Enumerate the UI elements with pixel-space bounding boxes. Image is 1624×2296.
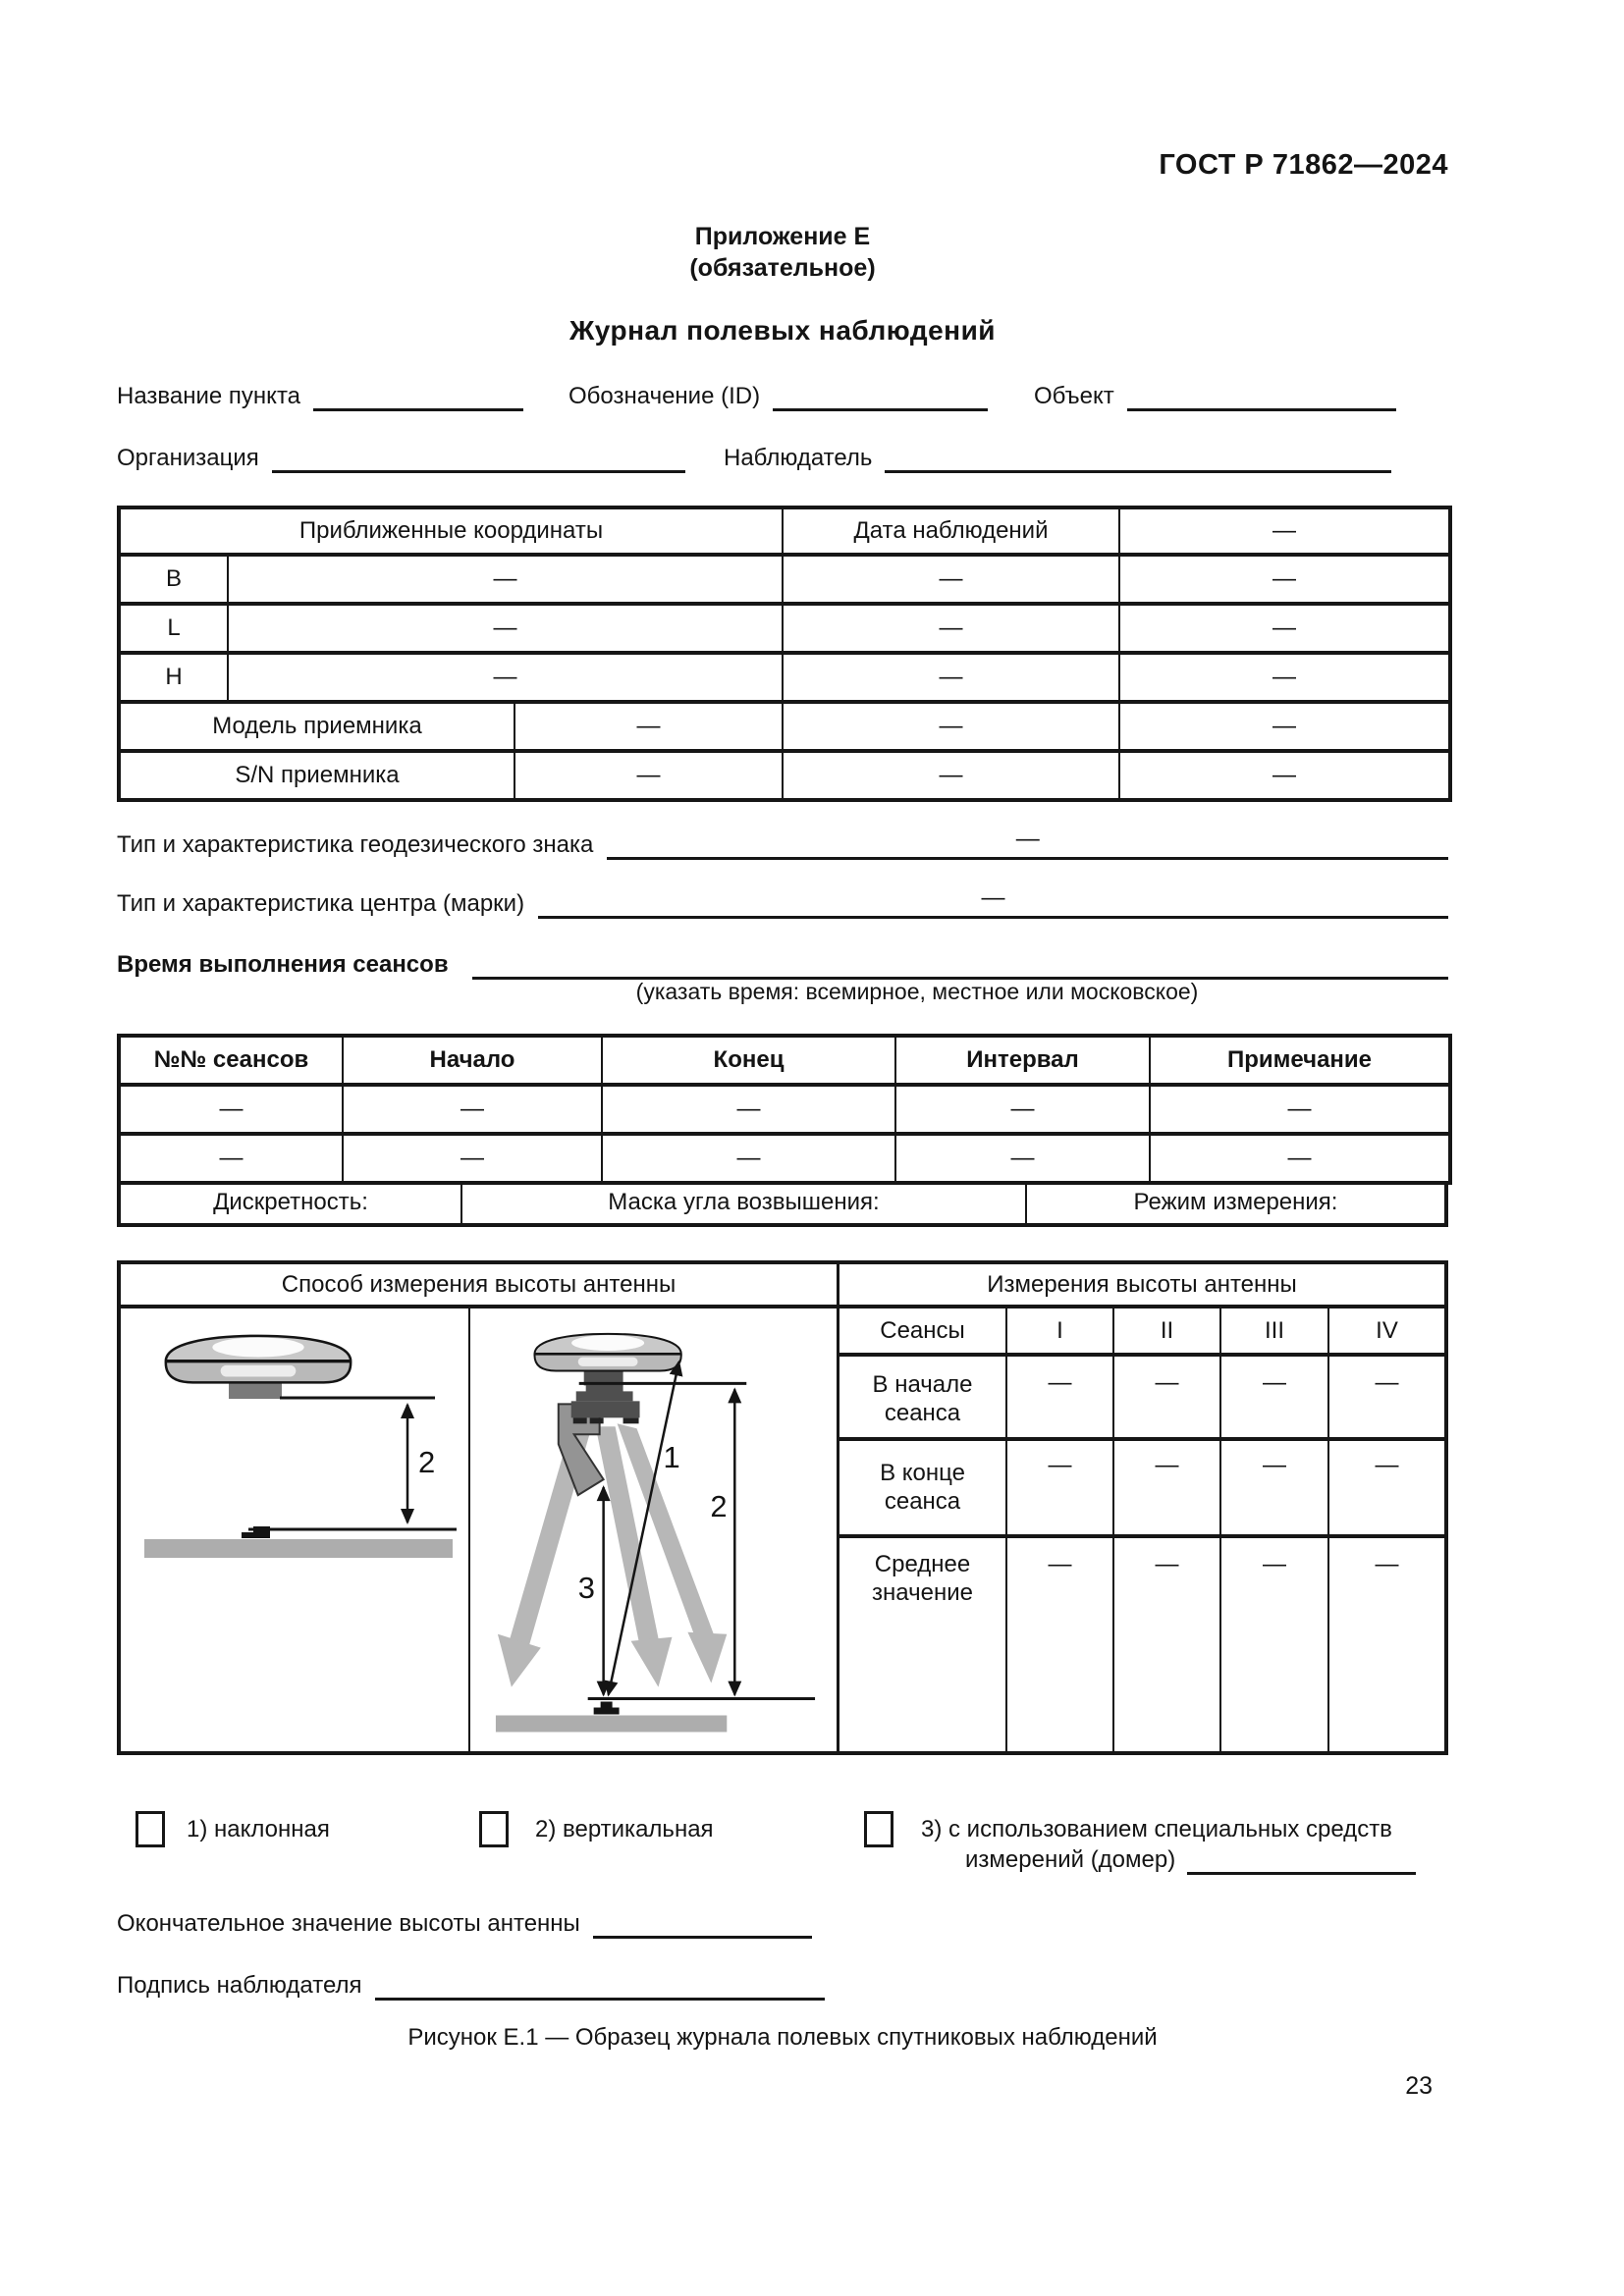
geo-sign-label: Тип и характеристика геодезического знака [117, 831, 594, 858]
row-end-label: В конце сеанса [839, 1441, 1007, 1538]
sessions-r2c3: — [602, 1134, 895, 1183]
receiver-sn-date: — [783, 751, 1119, 800]
receiver-model-label: Модель приемника [119, 702, 514, 751]
pillar-diagram-cell [121, 1308, 470, 1751]
sessions-time-line [117, 946, 1448, 980]
sessions-time-blank[interactable] [472, 947, 1448, 980]
row-start-label: В начале сеанса [839, 1357, 1007, 1441]
mean-v2: — [1114, 1538, 1221, 1751]
dimension-label-1: 1 [663, 1440, 680, 1475]
signature-line [117, 1967, 1448, 2001]
coords-table [117, 506, 1452, 802]
receiver-model-value: — [514, 702, 783, 751]
row-b-value: — [228, 555, 783, 604]
row-l-date: — [783, 604, 1119, 653]
fields-row-1 [117, 379, 1448, 412]
signature-label: Подпись наблюдателя [117, 1972, 362, 1999]
measure-mode-cell: Режим измерения: [1025, 1181, 1444, 1223]
antenna-mount [229, 1383, 282, 1399]
row-h-date: — [783, 653, 1119, 702]
option-vertical-label: 2) вертикальная [535, 1816, 714, 1842]
option-special-label-line1: 3) с использованием специальных средств [921, 1816, 1392, 1842]
dimension-label-3: 3 [577, 1570, 595, 1605]
doc-number: ГОСТ Р 71862—2024 [1159, 149, 1448, 181]
sessions-r2c1: — [119, 1134, 343, 1183]
sessions-r2c5: — [1150, 1134, 1450, 1183]
date-header-cell: Дата наблюдений [783, 507, 1119, 555]
row-b-date: — [783, 555, 1119, 604]
checkbox-inclined[interactable] [135, 1811, 165, 1847]
designation-label: Обозначение (ID) [568, 383, 761, 409]
sessions-col-header-note: Примечание [1150, 1036, 1450, 1085]
row-h-extra: — [1119, 653, 1450, 702]
signature-blank[interactable] [375, 1968, 825, 2001]
row-h-value: — [228, 653, 783, 702]
page-title: Журнал полевых наблюдений [568, 315, 997, 346]
antenna-tripod-diagram [470, 1308, 837, 1751]
tribrach-body [571, 1401, 640, 1417]
center-mark-blank[interactable] [538, 886, 1448, 919]
checkbox-special-means[interactable] [864, 1811, 893, 1847]
final-height-line [117, 1905, 1448, 1939]
geo-sign-blank[interactable] [607, 828, 1448, 860]
receiver-sn-extra: — [1119, 751, 1450, 800]
fields-row-2 [117, 441, 1448, 474]
session-col-3: III [1221, 1308, 1329, 1357]
center-mark-dash: — [981, 884, 1005, 911]
row-l-value: — [228, 604, 783, 653]
point-name-label: Название пункта [117, 383, 301, 409]
observer-label: Наблюдатель [724, 445, 873, 471]
method-header-cell: Способ измерения высоты антенны [121, 1264, 839, 1308]
elevation-mask-cell: Маска угла возвышения: [460, 1181, 1025, 1223]
mean-v3: — [1221, 1538, 1329, 1751]
end-v3: — [1221, 1441, 1329, 1538]
tripod-diagram-cell [470, 1308, 839, 1751]
start-v4: — [1329, 1357, 1444, 1441]
benchmark-mark [594, 1702, 620, 1715]
tribrach-feet [573, 1417, 639, 1423]
checkbox-vertical[interactable] [479, 1811, 509, 1847]
start-v3: — [1221, 1357, 1329, 1441]
object-blank[interactable] [1127, 379, 1396, 411]
sessions-r1c1: — [119, 1085, 343, 1134]
session-col-2: II [1114, 1308, 1221, 1357]
final-height-label: Окончательное значение высоты антенны [117, 1910, 580, 1937]
receiver-sn-label: S/N приемника [119, 751, 514, 800]
sessions-r1c5: — [1150, 1085, 1450, 1134]
domер-blank[interactable] [1187, 1842, 1416, 1875]
option-inclined-label: 1) наклонная [187, 1816, 330, 1842]
start-v2: — [1114, 1357, 1221, 1441]
organization-label: Организация [117, 445, 259, 471]
point-name-field [117, 379, 523, 411]
ground-strip [144, 1539, 453, 1558]
sessions-r1c2: — [343, 1085, 602, 1134]
sessions-row-1 [119, 1085, 1450, 1134]
sessions-col-header-start: Начало [343, 1036, 602, 1085]
sessions-time-label: Время выполнения сеансов [117, 951, 449, 978]
ground-strip [496, 1715, 727, 1732]
option-special-label-line2: измерений (домер) [965, 1846, 1176, 1873]
sessions-label-cell: Сеансы [839, 1308, 1007, 1357]
row-l-label: L [119, 604, 228, 653]
page-number: 23 [1405, 2072, 1433, 2100]
antenna-pillar-diagram [121, 1308, 468, 1751]
point-name-blank[interactable] [313, 379, 523, 411]
end-v2: — [1114, 1441, 1221, 1538]
sessions-row-2 [119, 1134, 1450, 1183]
row-b-label: B [119, 555, 228, 604]
mean-v1: — [1007, 1538, 1114, 1751]
sessions-r2c4: — [895, 1134, 1150, 1183]
dimension-label-2: 2 [418, 1445, 436, 1479]
discreteness-cell: Дискретность: [213, 1188, 368, 1215]
gnss-antenna-icon [534, 1334, 682, 1371]
sessions-table-footer [117, 1181, 1448, 1227]
benchmark-mark [242, 1526, 270, 1538]
session-col-1: I [1007, 1308, 1114, 1357]
geo-sign-dash: — [1015, 826, 1040, 852]
coords-header-cell: Приближенные координаты [119, 507, 783, 555]
figure-caption: Рисунок Е.1 — Образец журнала полевых спутниковых наблюдений [407, 2024, 1158, 2051]
dimension-label-2: 2 [710, 1489, 728, 1524]
sessions-time-note: (указать время: всемирное, местное или московское) [635, 979, 1199, 1004]
measure-header-cell: Измерения высоты антенны [839, 1264, 1444, 1308]
designation-blank[interactable] [773, 379, 988, 411]
tripod-legs [498, 1423, 727, 1686]
receiver-model-extra: — [1119, 702, 1450, 751]
sessions-col-header-end: Конец [602, 1036, 895, 1085]
object-field [1034, 379, 1396, 411]
observer-field [724, 441, 1391, 473]
designation-field [568, 379, 988, 411]
organization-blank[interactable] [272, 441, 685, 473]
sessions-r1c4: — [895, 1085, 1150, 1134]
gnss-antenna-icon [165, 1336, 352, 1383]
receiver-sn-value: — [514, 751, 783, 800]
sessions-col-header-number: №№ сеансов [119, 1036, 343, 1085]
row-mean-label: Среднее значение [839, 1538, 1007, 1751]
appendix-title: Приложение Е [694, 223, 871, 250]
session-col-4: IV [1329, 1308, 1444, 1357]
sessions-col-header-interval: Интервал [895, 1036, 1150, 1085]
observer-blank[interactable] [885, 441, 1391, 473]
option-special-line2 [965, 1842, 1416, 1875]
row-l-extra: — [1119, 604, 1450, 653]
object-label: Объект [1034, 383, 1114, 409]
sessions-table [117, 1034, 1452, 1185]
sessions-r2c2: — [343, 1134, 602, 1183]
row-b-extra: — [1119, 555, 1450, 604]
sessions-r1c3: — [602, 1085, 895, 1134]
mean-v4: — [1375, 1551, 1399, 1577]
antenna-table [117, 1260, 1448, 1755]
receiver-model-date: — [783, 702, 1119, 751]
end-v1: — [1007, 1441, 1114, 1538]
organization-field [117, 441, 685, 473]
start-v1: — [1007, 1357, 1114, 1441]
antenna-adapter [576, 1384, 633, 1401]
appendix-subtitle: (обязательное) [689, 254, 876, 282]
row-h-label: H [119, 653, 228, 702]
center-mark-line [117, 885, 1448, 919]
final-height-blank[interactable] [593, 1906, 812, 1939]
center-mark-label: Тип и характеристика центра (марки) [117, 890, 525, 917]
corner-dash-cell: — [1119, 507, 1450, 555]
geo-sign-line [117, 827, 1448, 860]
end-v4: — [1329, 1441, 1444, 1538]
